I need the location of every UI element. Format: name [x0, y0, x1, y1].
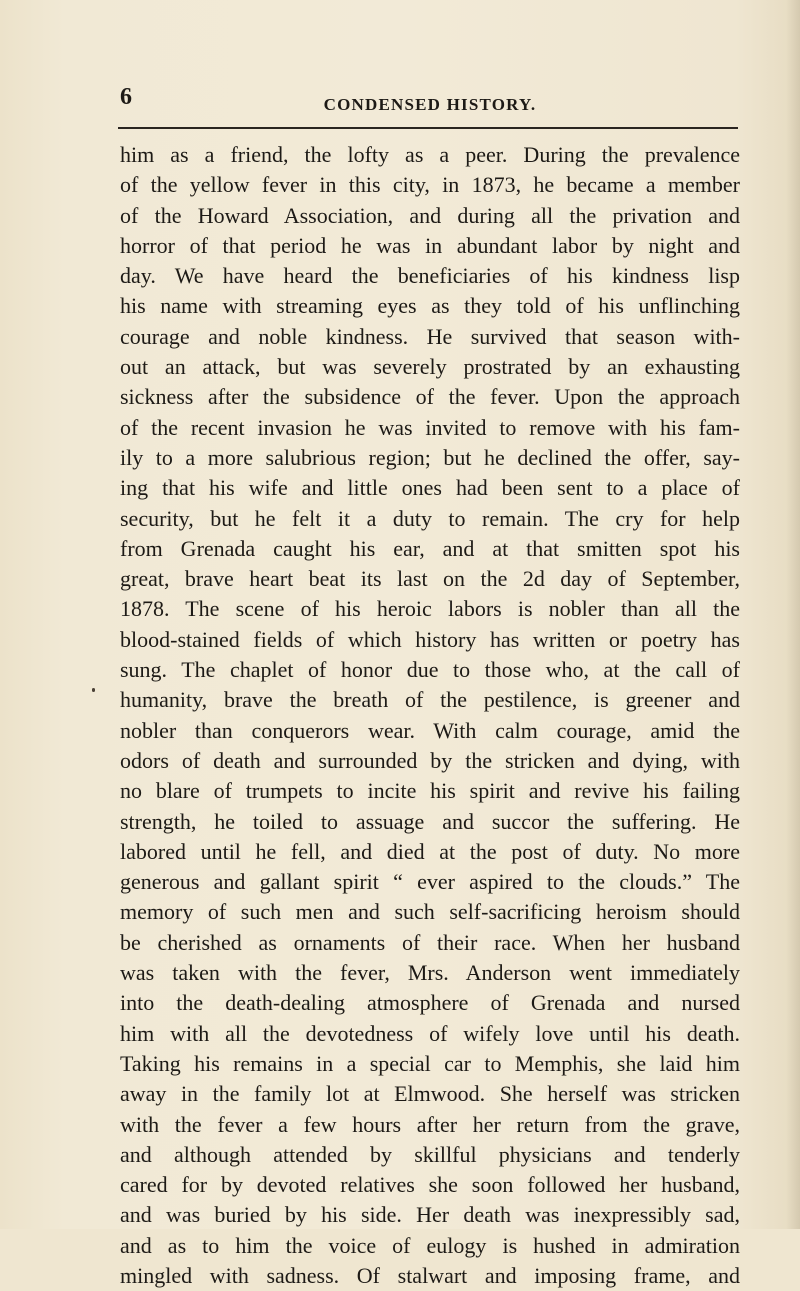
text-line: with the fever a few hours after her return from the grave,: [120, 1111, 740, 1137]
text-line: of the Howard Association, and during all the privation and: [120, 202, 740, 228]
text-line: and was buried by his side. Her death was inexpressibly sad,: [120, 1202, 740, 1228]
running-title: CONDENSED HISTORY.: [323, 95, 537, 114]
text-line: strength, he toiled to assuage and succor the suffering. He: [120, 808, 740, 834]
text-line: ily to a more salubrious region; but he declined the offer, say-: [120, 444, 740, 470]
text-line: of the recent invasion he was invited to remove with his fam-: [120, 414, 740, 440]
text-line: Taking his remains in a special car to Memphis, she laid him: [120, 1050, 740, 1076]
text-line: ing that his wife and little ones had been sent to a place of: [120, 475, 740, 501]
text-line: no blare of trumpets to incite his spirit and revive his failing: [120, 778, 740, 804]
text-line: great, brave heart beat its last on the 2d day of September,: [120, 566, 740, 592]
text-line: generous and gallant spirit “ ever aspired to the clouds.” The: [120, 869, 740, 895]
text-line: humanity, brave the breath of the pestilence, is greener and: [120, 687, 740, 713]
text-line: into the death-dealing atmosphere of Grenada and nursed: [120, 990, 740, 1016]
text-line: away in the family lot at Elmwood. She herself was stricken: [120, 1081, 740, 1107]
text-line: sung. The chaplet of honor due to those who, at the call of: [120, 657, 740, 683]
text-line: from Grenada caught his ear, and at that smitten spot his: [120, 535, 740, 561]
page-number: 6: [120, 84, 133, 110]
text-line: of the yellow fever in this city, in 1873, he became a member: [120, 172, 740, 198]
text-line: him with all the devotedness of wifely love until his death.: [120, 1020, 740, 1046]
text-line: 1878. The scene of his heroic labors is nobler than all the: [120, 596, 740, 622]
text-line: security, but he felt it a duty to remain. The cry for help: [120, 505, 740, 531]
text-line: horror of that period he was in abundant labor by night and: [120, 232, 740, 258]
text-line: be cherished as ornaments of their race. When her husband: [120, 929, 740, 955]
text-line: blood-stained fields of which history has written or poetry has: [120, 626, 740, 652]
text-line: was taken with the fever, Mrs. Anderson went immediately: [120, 960, 740, 986]
text-line: nobler than conquerors wear. With calm courage, amid the: [120, 717, 740, 743]
text-line: sickness after the subsidence of the fever. Upon the approach: [120, 384, 740, 410]
text-line: him as a friend, the lofty as a peer. During the prevalence: [120, 142, 740, 167]
text-line: mingled with sadness. Of stalwart and imposing frame, and: [120, 1262, 740, 1288]
text-line: his name with streaming eyes as they told of his unflinching: [120, 293, 740, 319]
text-line: courage and noble kindness. He survived that season with-: [120, 323, 740, 349]
text-line: out an attack, but was severely prostrated by an exhausting: [120, 354, 740, 380]
text-line: odors of death and surrounded by the stricken and dying, with: [120, 747, 740, 773]
text-line: day. We have heard the beneficiaries of his kindness lisp: [120, 263, 740, 289]
body-paragraph: [120, 140, 740, 1291]
text-line: cared for by devoted relatives she soon followed her husband,: [120, 1172, 740, 1198]
page-edge-shadow: [786, 0, 800, 1229]
text-line: and although attended by skillful physicians and tenderly: [120, 1141, 740, 1167]
header-rule: [118, 127, 738, 129]
text-line: memory of such men and such self-sacrificing heroism should: [120, 899, 740, 925]
text-line: and as to him the voice of eulogy is hushed in admiration: [120, 1232, 740, 1258]
text-line: labored until he fell, and died at the post of duty. No more: [120, 838, 740, 864]
ink-speck: [92, 688, 95, 692]
